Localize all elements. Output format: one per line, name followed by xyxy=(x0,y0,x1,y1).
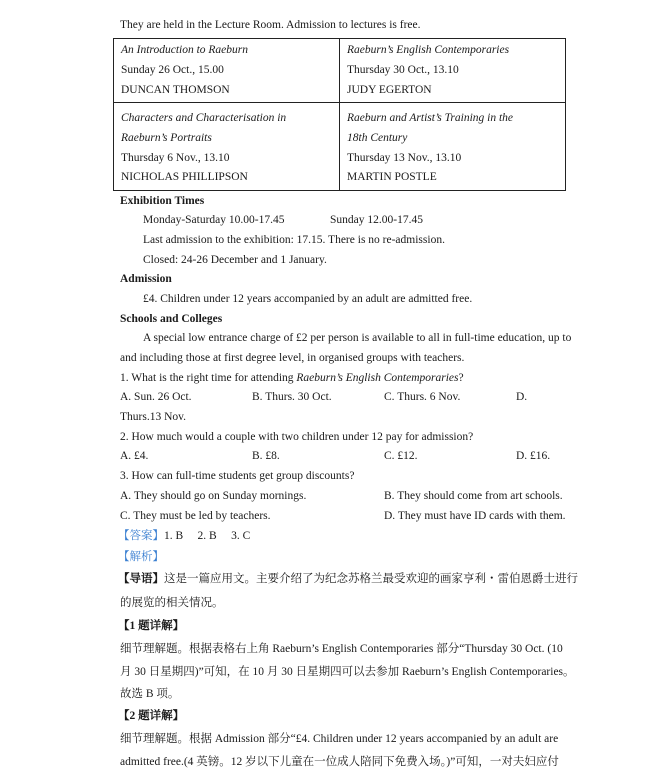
admission-text: £4. Children under 12 years accompanied by an adult are admitted free. xyxy=(143,293,473,305)
detail-1-line1: 细节理解题。根据表格右上角 Raeburn’s English Contemporaries 部分“Thursday 30 Oct. (10 xyxy=(120,643,563,655)
schools-heading: Schools and Colleges xyxy=(120,313,223,325)
detail-1-label: 【1 题详解】 xyxy=(118,620,185,632)
exhibition-closed: Closed: 24-26 December and 1 January. xyxy=(143,254,327,266)
answer-text: 1. B 2. B 3. C xyxy=(164,530,251,542)
question-1-stem-post: ? xyxy=(458,372,464,384)
lecture-date: Sunday 26 Oct., 15.00 xyxy=(121,63,224,76)
question-2-option-d: D. £16. xyxy=(516,450,551,462)
lecture-cell xyxy=(114,39,340,103)
question-1-stem xyxy=(120,371,464,385)
lecture-speaker: JUDY EGERTON xyxy=(347,83,432,96)
question-3-option-b: B. They should come from art schools. xyxy=(384,490,563,502)
lecture-table xyxy=(113,38,566,191)
lecture-title-cont: Raeburn’s Portraits xyxy=(121,131,212,144)
detail-2-line2: admitted free.(4 英镑。12 岁以下儿童在一位成人陪同下免费入场。)”可知，一对夫妇应付 xyxy=(120,756,559,768)
schools-text-line1: A special low entrance charge of £2 per person is available to all in full-time education, up to xyxy=(143,332,572,344)
detail-1-line2: 月 30 日星期四)”可知，在 10 月 30 日星期四可以去参加 Raeburn’s English Contemporaries。 xyxy=(120,666,575,678)
lecture-title: Characters and Characterisation in xyxy=(121,112,287,124)
guide-line1 xyxy=(118,572,578,586)
question-1-option-d-cont: Thurs.13 Nov. xyxy=(120,411,187,423)
lecture-speaker: DUNCAN THOMSON xyxy=(121,83,230,96)
question-2-option-c: C. £12. xyxy=(384,450,418,462)
exhibition-heading: Exhibition Times xyxy=(120,195,205,207)
question-1-option-b: B. Thurs. 30 Oct. xyxy=(252,391,332,403)
lecture-title: Raeburn’s English Contemporaries xyxy=(347,44,510,56)
answer-line xyxy=(118,529,250,543)
detail-1-line3: 故选 B 项。 xyxy=(120,688,180,700)
question-3-option-d: D. They must have ID cards with them. xyxy=(384,510,566,522)
lecture-date: Thursday 13 Nov., 13.10 xyxy=(347,151,462,164)
schools-text-line2: and including those at first degree level, in organised groups with teachers. xyxy=(120,352,465,364)
detail-2-label: 【2 题详解】 xyxy=(118,710,185,722)
exhibition-weekdays: Monday-Saturday 10.00-17.45 xyxy=(143,214,285,226)
guide-line2: 的展览的相关情况。 xyxy=(120,597,224,609)
question-3-option-c: C. They must be led by teachers. xyxy=(120,510,271,522)
intro-text: They are held in the Lecture Room. Admission to lectures is free. xyxy=(120,19,421,31)
question-2-option-a: A. £4. xyxy=(120,450,149,462)
admission-heading: Admission xyxy=(120,273,172,285)
question-1-stem-pre: 1. What is the right time for attending xyxy=(120,372,297,384)
lecture-speaker: NICHOLAS PHILLIPSON xyxy=(121,171,248,184)
lecture-title: An Introduction to Raeburn xyxy=(121,44,249,56)
lecture-date: Thursday 30 Oct., 13.10 xyxy=(347,63,459,76)
exhibition-last-admission: Last admission to the exhibition: 17.15. There is no re-admission. xyxy=(143,234,445,246)
lecture-title: Raeburn and Artist’s Training in the xyxy=(347,112,514,124)
lecture-speaker: MARTIN POSTLE xyxy=(347,171,437,184)
exhibition-sunday: Sunday 12.00-17.45 xyxy=(330,214,423,226)
question-1-stem-title: Raeburn’s English Contemporaries xyxy=(296,372,459,384)
guide-label: 【导语】 xyxy=(118,573,164,585)
question-1-option-d: D. xyxy=(516,391,528,403)
detail-2-line1: 细节理解题。根据 Admission 部分“£4. Children under 12 years accompanied by an adult are xyxy=(120,733,559,745)
guide-text: 这是一篇应用文。主要介绍了为纪念苏格兰最受欢迎的画家亨利・雷伯恩爵士进行 xyxy=(164,573,578,585)
question-1-option-a: A. Sun. 26 Oct. xyxy=(120,391,192,403)
question-2-option-b: B. £8. xyxy=(252,450,280,462)
question-3-option-a: A. They should go on Sunday mornings. xyxy=(120,490,307,502)
lecture-date: Thursday 6 Nov., 13.10 xyxy=(121,151,230,164)
answer-label: 【答案】 xyxy=(118,530,164,542)
lecture-title-cont: 18th Century xyxy=(347,131,408,144)
lecture-cell xyxy=(340,103,566,191)
question-2-stem: 2. How much would a couple with two children under 12 pay for admission? xyxy=(120,431,474,443)
analysis-label: 【解析】 xyxy=(118,551,164,563)
question-1-option-c: C. Thurs. 6 Nov. xyxy=(384,391,461,403)
question-3-stem: 3. How can full-time students get group discounts? xyxy=(120,470,355,482)
lecture-cell xyxy=(340,39,566,103)
lecture-cell xyxy=(114,103,340,191)
